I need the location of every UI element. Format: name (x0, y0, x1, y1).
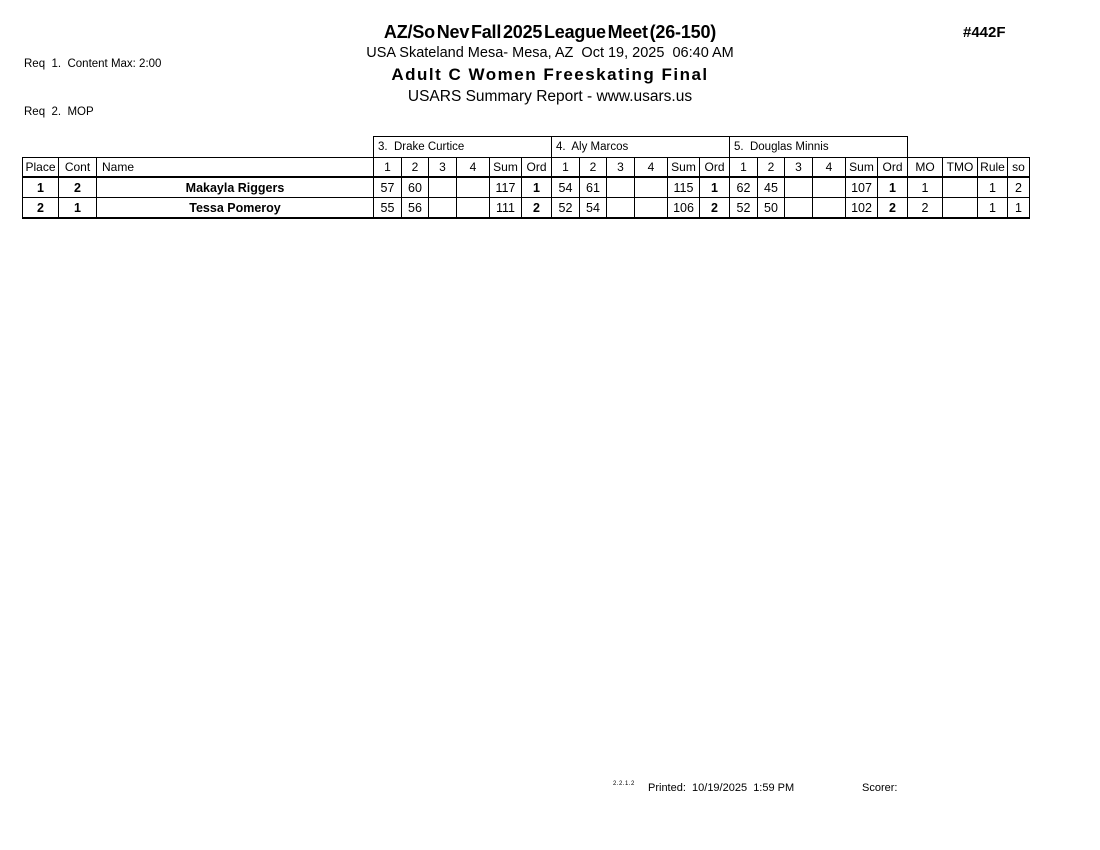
col-header-tmo: TMO (943, 158, 978, 178)
rule-cell: 1 (978, 177, 1008, 198)
score-cell (607, 177, 635, 198)
score-cell: 52 (730, 198, 758, 219)
rule-cell: 1 (978, 198, 1008, 219)
score-cell: 55 (374, 198, 402, 219)
col-header-name: Name (97, 158, 374, 178)
skater-name-cell: Makayla Riggers (97, 177, 374, 198)
skater-name-cell: Tessa Pomeroy (97, 198, 374, 219)
col-header-score-4: 4 (457, 158, 490, 178)
venue-date-line: USA Skateland Mesa- Mesa, AZ Oct 19, 2025 06:40 AM (366, 45, 734, 61)
event-title: Adult C Women Freeskating Final (391, 65, 709, 84)
ord-cell: 1 (700, 177, 730, 198)
score-cell (457, 177, 490, 198)
ord-cell: 1 (522, 177, 552, 198)
cont-cell: 1 (59, 198, 97, 219)
judge-3-name: 3. Drake Curtice (374, 137, 552, 158)
judge-row-right-spacer (908, 137, 1030, 158)
col-header-score-3: 3 (429, 158, 457, 178)
score-cell: 56 (402, 198, 429, 219)
score-cell: 45 (758, 177, 785, 198)
col-header-mo: MO (908, 158, 943, 178)
sum-cell: 106 (668, 198, 700, 219)
ord-cell: 1 (878, 177, 908, 198)
col-header-score-1: 1 (730, 158, 758, 178)
judge-row-left-spacer (23, 137, 374, 158)
event-number: #442F (963, 24, 1006, 41)
col-header-score-2: 2 (758, 158, 785, 178)
mo-cell: 1 (908, 177, 943, 198)
judge-header-row (23, 137, 1030, 158)
col-header-cont: Cont (59, 158, 97, 178)
col-header-ord: Ord (522, 158, 552, 178)
col-header-sum: Sum (846, 158, 878, 178)
col-header-sum: Sum (668, 158, 700, 178)
score-cell (635, 198, 668, 219)
col-header-sum: Sum (490, 158, 522, 178)
tmo-cell (943, 177, 978, 198)
place-cell: 1 (23, 177, 59, 198)
column-header-row (23, 158, 1030, 178)
title-block (0, 22, 1100, 106)
score-cell (785, 177, 813, 198)
cont-cell: 2 (59, 177, 97, 198)
req-2-line: Req 2. MOP (24, 106, 94, 118)
col-header-score-3: 3 (785, 158, 813, 178)
col-header-score-2: 2 (402, 158, 429, 178)
so-cell: 1 (1008, 198, 1030, 219)
score-cell: 52 (552, 198, 580, 219)
table-row (23, 177, 1030, 198)
score-cell (429, 177, 457, 198)
col-header-ord: Ord (700, 158, 730, 178)
col-header-rule: Rule (978, 158, 1008, 178)
ord-cell: 2 (878, 198, 908, 219)
col-header-score-2: 2 (580, 158, 607, 178)
score-cell: 54 (580, 198, 607, 219)
sum-cell: 102 (846, 198, 878, 219)
col-header-place: Place (23, 158, 59, 178)
score-cell (813, 198, 846, 219)
tmo-cell (943, 198, 978, 219)
score-cell: 54 (552, 177, 580, 198)
ord-cell: 2 (700, 198, 730, 219)
col-header-score-1: 1 (552, 158, 580, 178)
table-row (23, 198, 1030, 219)
col-header-so: so (1008, 158, 1030, 178)
col-header-ord: Ord (878, 158, 908, 178)
mo-cell: 2 (908, 198, 943, 219)
req-1-line: Req 1. Content Max: 2:00 (24, 58, 162, 70)
so-cell: 2 (1008, 177, 1030, 198)
score-cell (607, 198, 635, 219)
results-table (22, 136, 1030, 219)
score-cell (635, 177, 668, 198)
score-cell: 61 (580, 177, 607, 198)
score-cell: 50 (758, 198, 785, 219)
scorer-label: Scorer: (862, 782, 898, 794)
place-cell: 2 (23, 198, 59, 219)
col-header-score-4: 4 (813, 158, 846, 178)
ord-cell: 2 (522, 198, 552, 219)
sum-cell: 111 (490, 198, 522, 219)
score-cell (813, 177, 846, 198)
sum-cell: 107 (846, 177, 878, 198)
score-cell: 57 (374, 177, 402, 198)
score-cell: 60 (402, 177, 429, 198)
sum-cell: 115 (668, 177, 700, 198)
col-header-score-4: 4 (635, 158, 668, 178)
score-cell: 62 (730, 177, 758, 198)
meet-title: AZ/So Nev Fall 2025 League Meet (26-150) (383, 22, 717, 42)
software-version: 2.2.1.2 (613, 781, 635, 787)
judge-4-name: 4. Aly Marcos (552, 137, 730, 158)
score-cell (785, 198, 813, 219)
col-header-score-3: 3 (607, 158, 635, 178)
judge-5-name: 5. Douglas Minnis (730, 137, 908, 158)
printed-timestamp: Printed: 10/19/2025 1:59 PM (648, 782, 795, 794)
col-header-score-1: 1 (374, 158, 402, 178)
report-title: USARS Summary Report - www.usars.us (407, 88, 693, 105)
score-cell (457, 198, 490, 219)
score-cell (429, 198, 457, 219)
sum-cell: 117 (490, 177, 522, 198)
